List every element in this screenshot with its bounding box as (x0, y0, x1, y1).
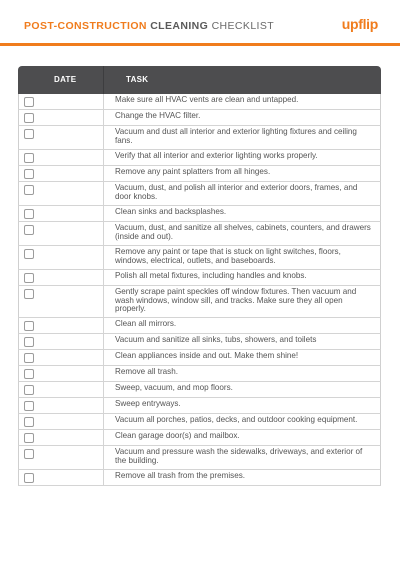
date-cell[interactable] (19, 350, 104, 365)
date-cell[interactable] (19, 182, 104, 205)
task-text: Remove any paint or tape that is stuck on light switches, floors, windows, electrical, outlets, and baseboards. (115, 247, 341, 265)
task-text: Vacuum and pressure wash the sidewalks, driveways, and exterior of the building. (115, 447, 363, 465)
task-text: Vacuum, dust, and polish all interior and exterior doors, frames, and door knobs. (115, 183, 358, 201)
title-part-checklist: CHECKLIST (211, 20, 275, 32)
table-row (18, 286, 381, 318)
checklist-table (18, 66, 381, 486)
title-part-cleaning: CLEANING (150, 20, 212, 32)
date-cell[interactable] (19, 398, 104, 413)
task-checkbox[interactable] (24, 401, 34, 411)
task-checkbox[interactable] (24, 185, 34, 195)
table-row (18, 446, 381, 470)
table-row (18, 470, 381, 486)
table-row (18, 206, 381, 222)
date-cell[interactable] (19, 94, 104, 109)
task-checkbox[interactable] (24, 369, 34, 379)
date-cell[interactable] (19, 270, 104, 285)
task-checkbox[interactable] (24, 417, 34, 427)
table-row (18, 110, 381, 126)
task-text: Sweep entryways. (115, 399, 181, 408)
logo-text: upflip (341, 16, 378, 32)
date-cell[interactable] (19, 126, 104, 149)
date-cell[interactable] (19, 382, 104, 397)
title-part-post-construction: POST-CONSTRUCTION (24, 20, 151, 32)
table-row (18, 94, 381, 110)
table-row (18, 246, 381, 270)
table-row (18, 270, 381, 286)
date-cell[interactable] (19, 206, 104, 221)
task-text: Vacuum and sanitize all sinks, tubs, showers, and toilets (115, 335, 317, 344)
task-checkbox[interactable] (24, 321, 34, 331)
task-text: Gently scrape paint speckles off window fixtures. Then vacuum and wash windows, window sill, and tracks. Make sure they all open properly. (115, 287, 357, 314)
task-text: Vacuum all porches, patios, decks, and outdoor cooking equipment. (115, 415, 358, 424)
task-checkbox[interactable] (24, 353, 34, 363)
table-row (18, 398, 381, 414)
task-checkbox[interactable] (24, 337, 34, 347)
table-row (18, 318, 381, 334)
date-cell[interactable] (19, 110, 104, 125)
table-row (18, 126, 381, 150)
task-text: Vacuum, dust, and sanitize all shelves, cabinets, counters, and drawers (inside and out). (115, 223, 371, 241)
task-text: Clean appliances inside and out. Make them shine! (115, 351, 299, 360)
task-column-header: TASK (126, 75, 149, 84)
task-checkbox[interactable] (24, 449, 34, 459)
table-body (18, 94, 381, 486)
date-cell[interactable] (19, 286, 104, 317)
task-text: Vacuum and dust all interior and exterior lighting fixtures and ceiling fans. (115, 127, 357, 145)
table-row (18, 430, 381, 446)
date-cell[interactable] (19, 334, 104, 349)
header-divider (0, 43, 400, 46)
table-row (18, 382, 381, 398)
date-cell[interactable] (19, 222, 104, 245)
header-separator (103, 66, 104, 94)
page-header (0, 0, 400, 46)
upflip-logo (342, 16, 378, 32)
task-checkbox[interactable] (24, 289, 34, 299)
table-row (18, 182, 381, 206)
task-text: Clean all mirrors. (115, 319, 177, 328)
date-column-header: DATE (54, 75, 77, 84)
date-cell[interactable] (19, 446, 104, 469)
task-checkbox[interactable] (24, 249, 34, 259)
table-row (18, 350, 381, 366)
task-checkbox[interactable] (24, 385, 34, 395)
task-checkbox[interactable] (24, 97, 34, 107)
task-checkbox[interactable] (24, 153, 34, 163)
task-text: Clean sinks and backsplashes. (115, 207, 227, 216)
page-title (24, 20, 274, 32)
task-checkbox[interactable] (24, 209, 34, 219)
date-cell[interactable] (19, 318, 104, 333)
table-row (18, 334, 381, 350)
task-text: Change the HVAC filter. (115, 111, 201, 120)
date-cell[interactable] (19, 246, 104, 269)
task-checkbox[interactable] (24, 129, 34, 139)
table-row (18, 414, 381, 430)
table-row (18, 222, 381, 246)
task-text: Clean garage door(s) and mailbox. (115, 431, 240, 440)
task-text: Polish all metal fixtures, including handles and knobs. (115, 271, 307, 280)
table-row (18, 166, 381, 182)
task-text: Verify that all interior and exterior lighting works properly. (115, 151, 318, 160)
task-checkbox[interactable] (24, 113, 34, 123)
table-header (18, 66, 381, 94)
task-checkbox[interactable] (24, 433, 34, 443)
task-text: Remove all trash from the premises. (115, 471, 245, 480)
date-cell[interactable] (19, 166, 104, 181)
task-text: Sweep, vacuum, and mop floors. (115, 383, 233, 392)
task-checkbox[interactable] (24, 473, 34, 483)
task-text: Remove any paint splatters from all hinges. (115, 167, 271, 176)
date-cell[interactable] (19, 150, 104, 165)
date-cell[interactable] (19, 366, 104, 381)
task-text: Make sure all HVAC vents are clean and untapped. (115, 95, 299, 104)
task-text: Remove all trash. (115, 367, 178, 376)
date-cell[interactable] (19, 470, 104, 485)
date-cell[interactable] (19, 430, 104, 445)
task-checkbox[interactable] (24, 169, 34, 179)
task-checkbox[interactable] (24, 225, 34, 235)
table-row (18, 150, 381, 166)
date-cell[interactable] (19, 414, 104, 429)
table-row (18, 366, 381, 382)
task-checkbox[interactable] (24, 273, 34, 283)
